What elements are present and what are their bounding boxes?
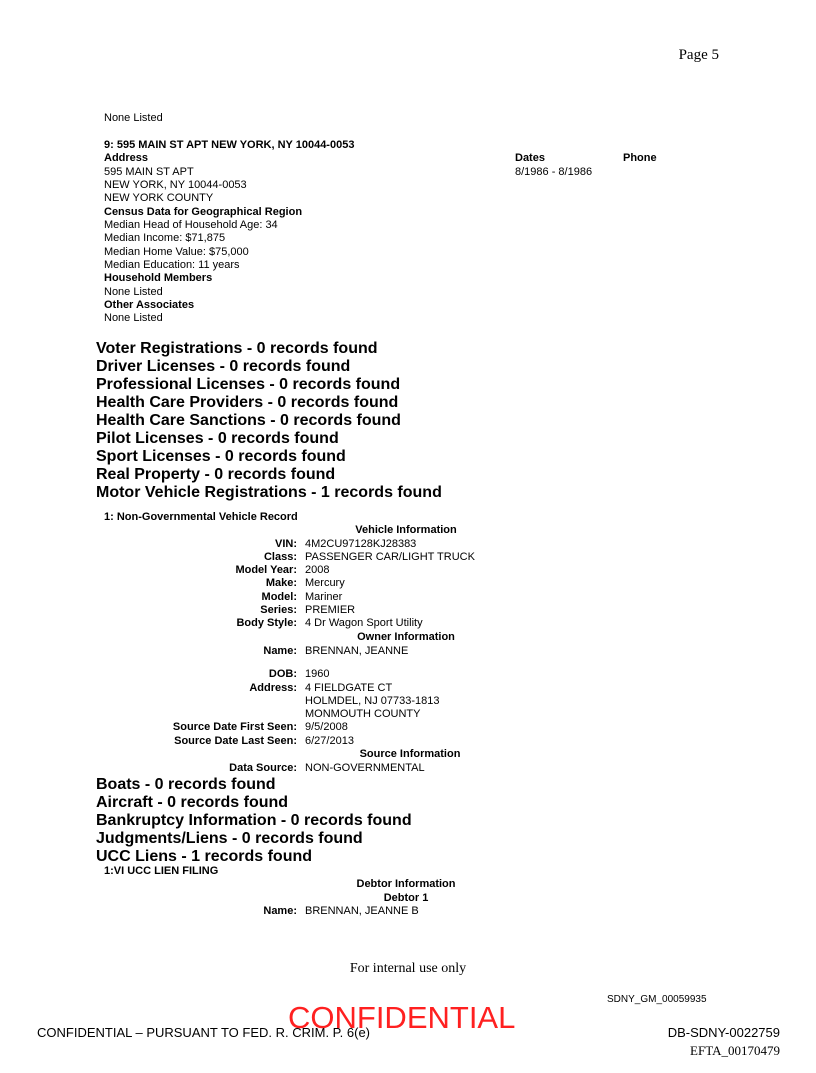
debtor-name-value: BRENNAN, JEANNE B [305,905,419,917]
data-source-row [0,762,816,776]
owner-address-line3: MONMOUTH COUNTY [305,708,421,720]
other-associates-label: Other Associates [104,299,195,311]
owner-info-heading: Owner Information [357,631,455,643]
model-year-value: 2008 [305,564,330,576]
median-income: Median Income: $71,875 [104,232,226,244]
body-style-row [0,617,816,631]
series-row [0,604,816,618]
section-health-care-providers: Health Care Providers - 0 records found [96,394,399,411]
owner-name-row [0,645,816,659]
model-label: Model: [261,591,297,603]
dates-column-label: Dates [515,152,545,164]
model-year-label: Model Year: [235,564,297,576]
body-style-value: 4 Dr Wagon Sport Utility [305,617,423,629]
model-value: Mariner [305,591,343,603]
address-column-label: Address [104,152,149,164]
median-home-value: Median Home Value: $75,000 [104,246,249,258]
last-seen-value: 6/27/2013 [305,735,354,747]
section-aircraft: Aircraft - 0 records found [96,794,289,811]
make-value: Mercury [305,577,345,589]
section-motor-vehicle-registrations: Motor Vehicle Registrations - 1 records found [96,484,442,501]
class-value: PASSENGER CAR/LIGHT TRUCK [305,551,475,563]
first-seen-value: 9/5/2008 [305,721,348,733]
debtor-sub-heading: Debtor 1 [383,892,429,904]
debtor-name-label: Name: [263,905,297,917]
debtor-name-row [0,905,816,919]
section-bankruptcy: Bankruptcy Information - 0 records found [96,812,412,829]
first-seen-row [0,721,816,735]
section-ucc-liens: UCC Liens - 1 records found [96,848,313,865]
confidential-notice: CONFIDENTIAL – PURSUANT TO FED. R. CRIM. P. 6(e) [37,1025,371,1040]
section-voter-registrations: Voter Registrations - 0 records found [96,340,378,357]
address-line2: NEW YORK, NY 10044-0053 [104,179,247,191]
median-education: Median Education: 11 years [104,259,240,271]
data-source-value: NON-GOVERNMENTAL [305,762,425,774]
series-value: PREMIER [305,604,356,616]
owner-address-line1: 4 FIELDGATE CT [305,682,393,694]
address-line1: 595 MAIN ST APT [104,166,194,178]
section-boats: Boats - 0 records found [96,776,276,793]
vin-label: VIN: [275,538,297,550]
median-age: Median Head of Household Age: 34 [104,219,278,231]
section-professional-licenses: Professional Licenses - 0 records found [96,376,401,393]
address-dates: 8/1986 - 8/1986 [515,166,593,178]
section-driver-licenses: Driver Licenses - 0 records found [96,358,351,375]
make-row [0,577,816,591]
owner-address-line2: HOLMDEL, NJ 07733-1813 [305,695,440,707]
debtor-info-heading: Debtor Information [356,878,456,890]
data-source-label: Data Source: [229,762,297,774]
source-info-heading: Source Information [359,748,461,760]
dob-row [0,668,816,682]
last-seen-row [0,735,816,749]
efta-number: EFTA_00170479 [690,1043,780,1058]
dob-label: DOB: [268,668,297,680]
ucc-record-title: 1:VI UCC LIEN FILING [104,865,219,877]
section-real-property: Real Property - 0 records found [96,466,336,483]
first-seen-label: Source Date First Seen: [172,721,297,733]
owner-address-label: Address: [249,682,297,694]
household-members-label: Household Members [104,272,213,284]
db-sdny-number: DB-SDNY-0022759 [667,1025,780,1040]
other-associates-value: None Listed [104,312,163,324]
last-seen-label: Source Date Last Seen: [174,735,297,747]
section-judgments-liens: Judgments/Liens - 0 records found [96,830,363,847]
owner-name-label: Name: [263,645,297,657]
owner-name-value: BRENNAN, JEANNE [305,645,409,657]
class-label: Class: [263,551,297,563]
bates-sdny: SDNY_GM_00059935 [607,994,707,1005]
body-style-label: Body Style: [236,617,297,629]
confidential-stamp: CONFIDENTIAL [288,1000,516,1035]
prev-associates-value: None Listed [104,112,163,124]
vehicle-record-title: 1: Non-Governmental Vehicle Record [104,511,298,523]
model-year-row [0,564,816,578]
vin-row [0,538,816,552]
vin-value: 4M2CU97128KJ28383 [305,538,417,550]
household-members-value: None Listed [104,286,163,298]
internal-use-note: For internal use only [349,961,467,976]
section-pilot-licenses: Pilot Licenses - 0 records found [96,430,339,447]
class-row [0,551,816,565]
vehicle-info-heading: Vehicle Information [355,524,457,536]
page-number: Page 5 [678,47,719,63]
address-county: NEW YORK COUNTY [104,192,214,204]
phone-column-label: Phone [623,152,657,164]
dob-value: 1960 [305,668,330,680]
section-sport-licenses: Sport Licenses - 0 records found [96,448,346,465]
model-row [0,591,816,605]
series-label: Series: [260,604,297,616]
address-record-title: 9: 595 MAIN ST APT NEW YORK, NY 10044-0053 [104,139,355,151]
census-label: Census Data for Geographical Region [104,206,303,218]
owner-address-row [0,682,816,696]
section-health-care-sanctions: Health Care Sanctions - 0 records found [96,412,401,429]
make-label: Make: [265,577,297,589]
